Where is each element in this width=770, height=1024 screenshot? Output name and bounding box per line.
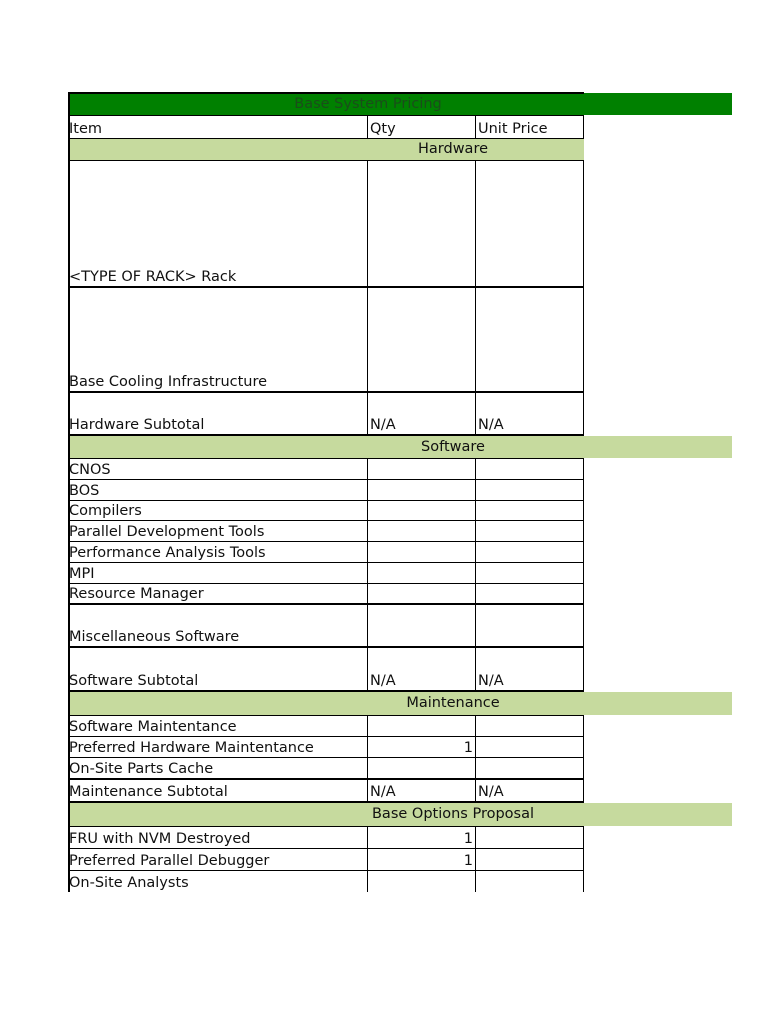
subtotal-row bbox=[68, 648, 584, 692]
qty-cell bbox=[367, 542, 475, 562]
subtotal-label: Hardware Subtotal bbox=[69, 416, 205, 433]
title-band: Base System Pricing bbox=[68, 93, 732, 115]
item-cell: Miscellaneous Software bbox=[69, 628, 240, 645]
subtotal-qty: N/A bbox=[367, 393, 475, 434]
qty-cell bbox=[367, 288, 475, 391]
subtotal-row bbox=[68, 393, 584, 436]
item-cell: Base Cooling Infrastructure bbox=[69, 373, 268, 390]
price-cell bbox=[475, 827, 584, 848]
price-cell bbox=[475, 737, 584, 757]
table-row bbox=[68, 501, 584, 521]
qty-cell bbox=[367, 459, 475, 479]
qty-cell bbox=[367, 521, 475, 541]
table-row bbox=[68, 871, 584, 892]
item-cell: MPI bbox=[69, 565, 95, 582]
price-cell bbox=[475, 716, 584, 736]
qty-cell bbox=[367, 480, 475, 500]
qty-cell bbox=[367, 161, 475, 286]
header-item: Item bbox=[69, 120, 103, 137]
header-row bbox=[68, 115, 584, 139]
qty-cell bbox=[367, 584, 475, 603]
table-row bbox=[68, 563, 584, 584]
subtotal-row bbox=[68, 780, 584, 803]
table-row bbox=[68, 542, 584, 563]
header-qty: Qty bbox=[367, 116, 475, 138]
qty-cell bbox=[367, 605, 475, 646]
table-row bbox=[68, 826, 584, 849]
table-row bbox=[68, 288, 584, 393]
section-band-software: Software bbox=[68, 436, 732, 458]
subtotal-label: Software Subtotal bbox=[69, 672, 199, 689]
price-cell bbox=[475, 758, 584, 778]
qty-cell bbox=[367, 501, 475, 520]
item-cell: On-Site Analysts bbox=[69, 874, 189, 891]
qty-cell bbox=[367, 871, 475, 892]
subtotal-price: N/A bbox=[475, 780, 584, 801]
subtotal-price: N/A bbox=[475, 648, 584, 690]
item-cell: Performance Analysis Tools bbox=[69, 544, 266, 561]
table-row bbox=[68, 458, 584, 480]
section-band-maintenance: Maintenance bbox=[68, 692, 732, 715]
item-cell: Compilers bbox=[69, 502, 142, 519]
item-cell: <TYPE OF RACK> Rack bbox=[69, 268, 237, 285]
price-cell bbox=[475, 563, 584, 583]
item-cell: On-Site Parts Cache bbox=[69, 760, 214, 777]
table-row bbox=[68, 605, 584, 648]
item-cell: Preferred Parallel Debugger bbox=[69, 852, 270, 869]
header-unit-price: Unit Price bbox=[475, 116, 584, 138]
price-cell bbox=[475, 501, 584, 520]
table-row bbox=[68, 715, 584, 737]
item-cell: Parallel Development Tools bbox=[69, 523, 265, 540]
item-cell: CNOS bbox=[69, 461, 111, 478]
subtotal-qty: N/A bbox=[367, 780, 475, 801]
table-row bbox=[68, 584, 584, 605]
subtotal-label: Maintenance Subtotal bbox=[69, 783, 228, 800]
title-top-rule bbox=[68, 92, 584, 94]
item-cell: Preferred Hardware Maintentance bbox=[69, 739, 314, 756]
table-row bbox=[68, 737, 584, 758]
price-cell bbox=[475, 521, 584, 541]
price-cell bbox=[475, 480, 584, 500]
price-cell bbox=[475, 605, 584, 646]
price-cell bbox=[475, 459, 584, 479]
table-row bbox=[68, 521, 584, 542]
price-cell bbox=[475, 584, 584, 603]
table-left-border bbox=[68, 92, 70, 892]
item-cell: Software Maintentance bbox=[69, 718, 237, 735]
qty-cell: 1 bbox=[367, 737, 475, 757]
price-cell bbox=[475, 288, 584, 391]
qty-cell bbox=[367, 563, 475, 583]
table-row bbox=[68, 480, 584, 501]
qty-cell bbox=[367, 758, 475, 778]
qty-cell: 1 bbox=[367, 827, 475, 848]
subtotal-price: N/A bbox=[475, 393, 584, 434]
price-cell bbox=[475, 871, 584, 892]
table-row bbox=[68, 160, 584, 288]
table-row bbox=[68, 849, 584, 871]
section-band-options: Base Options Proposal bbox=[68, 803, 732, 826]
price-cell bbox=[475, 849, 584, 870]
price-cell bbox=[475, 542, 584, 562]
item-cell: BOS bbox=[69, 482, 100, 499]
item-cell: Resource Manager bbox=[69, 585, 204, 602]
price-cell bbox=[475, 161, 584, 286]
qty-cell: 1 bbox=[367, 849, 475, 870]
subtotal-qty: N/A bbox=[367, 648, 475, 690]
table-row bbox=[68, 758, 584, 780]
section-band-hardware: Hardware bbox=[68, 139, 584, 160]
qty-cell bbox=[367, 716, 475, 736]
item-cell: FRU with NVM Destroyed bbox=[69, 830, 251, 847]
